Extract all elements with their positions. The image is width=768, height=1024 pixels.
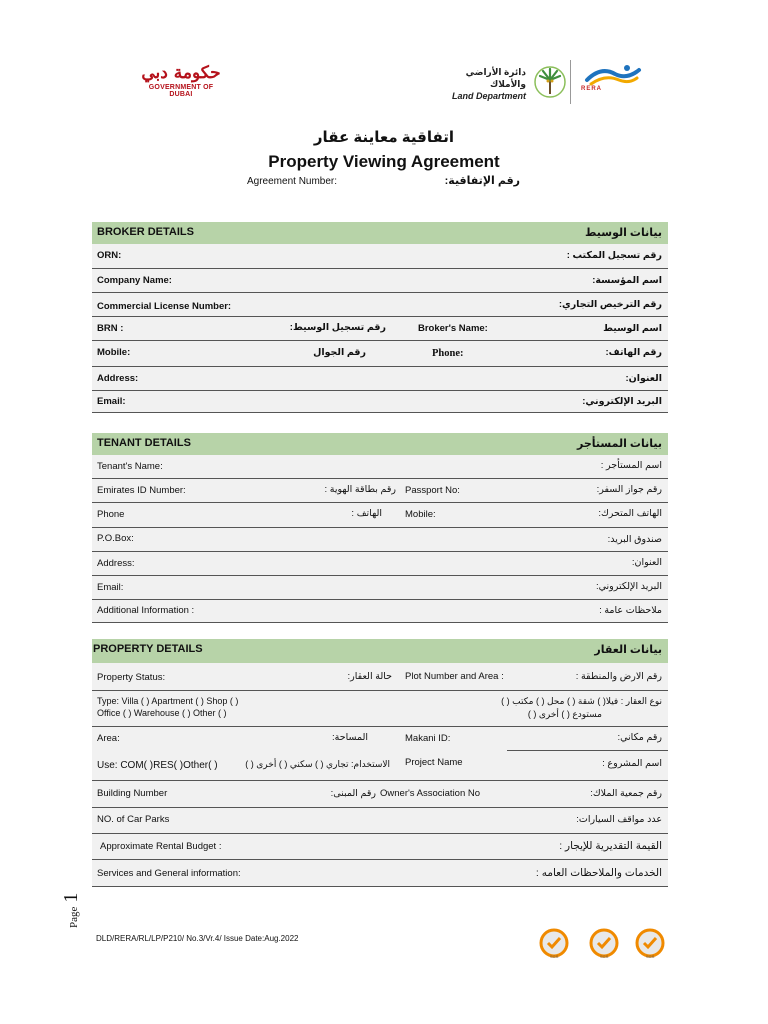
sgs-label-3: SGS (646, 954, 655, 959)
emirates-id-label: Emirates ID Number: (97, 485, 186, 496)
agreement-number-label-arabic: رقم الإتفاقية: (444, 175, 520, 187)
page-num: 1 (60, 892, 82, 903)
pobox-row[interactable] (92, 528, 668, 552)
sgs-label-1: SGS (550, 954, 559, 959)
makani-label-arabic: رقم مكاني: (617, 732, 662, 743)
passport-label-arabic: رقم جواز السفر: (596, 484, 662, 495)
property-type-row[interactable] (92, 691, 668, 727)
orn-row[interactable] (92, 244, 668, 269)
broker-name-label-arabic: اسم الوسيط (603, 323, 662, 334)
broker-address-label: Address: (97, 373, 139, 384)
car-parks-row[interactable] (92, 808, 668, 834)
property-details-title: PROPERTY DETAILS (93, 643, 203, 655)
broker-address-row[interactable] (92, 367, 668, 391)
use-project-row[interactable] (92, 751, 668, 781)
broker-details-section (92, 222, 668, 413)
phone-label-arabic: رقم الهاتف: (605, 347, 662, 358)
services-info-label-arabic: الخدمات والملاحظات العامه : (535, 867, 662, 879)
commercial-license-label-arabic: رقم الترخيص التجاري: (558, 299, 662, 310)
tenant-mobile-label-arabic: الهاتف المتحرك: (598, 508, 662, 519)
property-details-title-arabic: بيانات العقار (594, 644, 662, 656)
rental-budget-row[interactable] (92, 834, 668, 860)
tenant-details-title: TENANT DETAILS (97, 437, 191, 449)
government-of-dubai-logo (140, 62, 222, 102)
sgs-certification-badge-1 (538, 928, 570, 962)
brn-row[interactable] (92, 317, 668, 341)
building-number-label-arabic: رقم المبنى: (330, 788, 376, 799)
rera-logo-text: RERA (581, 86, 603, 92)
orn-label-arabic: رقم تسجيل المكتب : (566, 250, 662, 261)
makani-label: Makani ID: (405, 733, 451, 744)
title-english: Property Viewing Agreement (268, 152, 500, 171)
property-details-header (92, 639, 668, 663)
property-type-line-1: Type: Villa ( ) Apartment ( ) Shop ( ) (97, 696, 239, 706)
tenant-email-label-arabic: البريد الإلكتروني: (595, 581, 662, 592)
tenant-details-header (92, 433, 668, 455)
property-status-label: Property Status: (97, 672, 166, 683)
broker-details-title: BROKER DETAILS (97, 226, 194, 238)
additional-info-label-arabic: ملاحظات عامة : (599, 605, 662, 616)
tenant-email-row[interactable] (92, 576, 668, 600)
tenant-phone-label-arabic: الهاتف : (351, 508, 382, 519)
building-number-label: Building Number (97, 788, 168, 799)
plot-number-label: Plot Number and Area : (405, 671, 504, 682)
rental-budget-label-arabic: القيمة التقديرية للإيجار : (559, 840, 662, 852)
dubai-logo-arabic: حكومة دبي (141, 63, 221, 83)
dubai-logo-english: GOVERNMENT OF DUBAI (148, 84, 214, 98)
car-parks-label: NO. of Car Parks (97, 814, 170, 825)
car-parks-label-arabic: عدد مواقف السيارات: (576, 814, 662, 825)
tenant-details-title-arabic: بيانات المستأجر (577, 438, 662, 450)
commercial-license-row[interactable] (92, 293, 668, 317)
broker-name-label: Broker's Name: (418, 323, 488, 334)
land-department-arabic: دائرة الأراضي والأملاك (465, 67, 526, 89)
broker-details-header (92, 222, 668, 244)
mobile-label: Mobile: (97, 347, 131, 358)
tenant-name-label: Tenant's Name: (97, 461, 163, 472)
emirates-id-row[interactable] (92, 479, 668, 503)
tenant-name-row[interactable] (92, 455, 668, 479)
phone-label: Phone: (432, 348, 464, 359)
tenant-name-label-arabic: اسم المستأجر : (600, 460, 662, 471)
mobile-label-arabic: رقم الجوال (313, 347, 366, 358)
title-arabic: اتفاقية معاينة عقار (313, 129, 455, 146)
page-number (50, 888, 90, 928)
tenant-address-label-arabic: العنوان: (631, 557, 662, 568)
property-status-label-arabic: حالة العقار: (347, 671, 392, 682)
broker-email-label-arabic: البريد الإلكتروني: (582, 396, 662, 407)
additional-info-label: Additional Information : (97, 605, 195, 616)
company-name-row[interactable] (92, 269, 668, 293)
emirates-id-label-arabic: رقم بطاقة الهوية : (324, 484, 396, 495)
palm-tree-icon (534, 64, 566, 100)
area-row[interactable] (92, 727, 668, 751)
broker-email-label: Email: (97, 396, 126, 407)
pobox-label: P.O.Box: (97, 533, 134, 544)
tenant-address-label: Address: (97, 558, 135, 569)
broker-email-row[interactable] (92, 391, 668, 413)
brn-label: BRN : (97, 323, 124, 334)
owners-association-label-arabic: رقم جمعية الملاك: (590, 788, 662, 799)
use-label: Use: COM( )RES( )Other( ) (97, 760, 218, 771)
rera-wave-icon (583, 62, 643, 88)
tenant-email-label: Email: (97, 582, 124, 593)
project-name-label-arabic: اسم المشروع : (602, 758, 662, 769)
services-info-row[interactable] (92, 860, 668, 887)
rental-budget-label: Approximate Rental Budget : (100, 841, 222, 852)
sgs-certification-badge-2 (588, 928, 620, 962)
property-type-line-2: Office ( ) Warehouse ( ) Other ( ) (97, 708, 227, 718)
owners-association-label: Owner's Association No (380, 788, 481, 799)
pobox-label-arabic: صندوق البريد: (607, 534, 662, 545)
building-number-row[interactable] (92, 781, 668, 808)
property-type-arabic-line-2: مستودع ( ) أخرى ( ) (527, 709, 602, 719)
passport-label: Passport No: (405, 485, 460, 496)
tenant-phone-label: Phone (97, 509, 125, 520)
use-label-arabic: الاستخدام: تجاري ( ) سكني ( ) أخرى ( ) (245, 759, 390, 769)
brn-label-arabic: رقم تسجيل الوسيط: (289, 322, 386, 333)
broker-address-label-arabic: العنوان: (625, 373, 662, 384)
sgs-label-2: SGS (600, 954, 609, 959)
project-name-label: Project Name (405, 757, 463, 768)
property-details-section (92, 639, 668, 887)
area-label: Area: (97, 733, 120, 744)
mobile-phone-row[interactable] (92, 341, 668, 367)
property-status-row[interactable] (92, 663, 668, 691)
orn-label: ORN: (97, 250, 122, 261)
commercial-license-label: Commercial License Number: (97, 301, 232, 312)
property-type-arabic-line-1: نوع العقار : فيلا( ) شقة ( ) محل ( ) مكتب ( ) (501, 696, 662, 706)
page-word: Page (68, 906, 80, 928)
company-name-label: Company Name: (97, 275, 172, 286)
sgs-certification-badge-3 (634, 928, 666, 962)
tenant-mobile-label: Mobile: (405, 509, 436, 520)
plot-number-label-arabic: رقم الارض والمنطقة : (575, 671, 662, 682)
land-department-logo (430, 62, 570, 102)
company-name-label-arabic: اسم المؤسسة: (592, 275, 662, 286)
agreement-number-label: Agreement Number: (247, 176, 338, 187)
header-logos (92, 58, 668, 106)
rera-logo (570, 60, 669, 104)
tenant-phone-row[interactable] (92, 503, 668, 528)
tenant-address-row[interactable] (92, 552, 668, 576)
services-info-label: Services and General information: (97, 868, 241, 879)
land-department-english: Land Department (451, 91, 526, 101)
area-label-arabic: المساحة: (331, 732, 368, 743)
tenant-details-section (92, 433, 668, 623)
broker-details-title-arabic: بيانات الوسيط (584, 227, 662, 239)
additional-info-row[interactable] (92, 600, 668, 623)
document-code: DLD/RERA/RL/LP/P210/ No.3/Vr.4/ Issue Date:Aug.2022 (96, 934, 299, 943)
